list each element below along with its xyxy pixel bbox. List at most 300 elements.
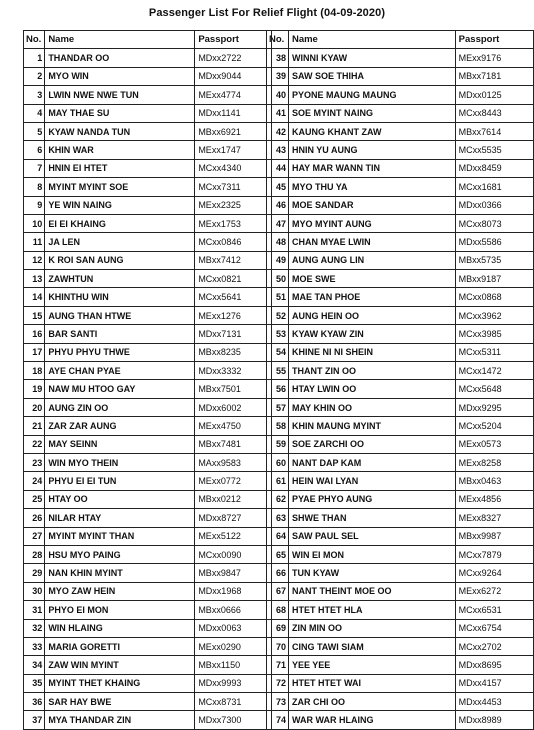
passenger-number: 20	[24, 398, 45, 416]
passenger-name: ZAWHTUN	[45, 270, 195, 288]
passport-number: MBxx7181	[455, 67, 533, 85]
table-row	[24, 325, 272, 343]
table-row	[24, 251, 272, 269]
passenger-number: 59	[267, 435, 289, 453]
passenger-number: 67	[267, 582, 289, 600]
passport-number: MDxx9295	[455, 398, 533, 416]
passenger-number: 71	[267, 656, 289, 674]
passenger-name: MYA THANDAR ZIN	[45, 711, 195, 729]
passport-number: MBxx5735	[455, 251, 533, 269]
table-row	[267, 159, 534, 177]
table-row	[24, 619, 272, 637]
table-row	[24, 398, 272, 416]
passenger-name: WINNI KYAW	[288, 49, 455, 67]
passport-number: MCxx5648	[455, 380, 533, 398]
passenger-name: KHINTHU WIN	[45, 288, 195, 306]
table-row	[24, 545, 272, 563]
passenger-name: HNIN YU AUNG	[288, 141, 455, 159]
passenger-name: PHYO EI MON	[45, 601, 195, 619]
table-row	[267, 417, 534, 435]
table-row	[267, 104, 534, 122]
passenger-number: 45	[267, 178, 289, 196]
passenger-name: ZAR ZAR AUNG	[45, 417, 195, 435]
passenger-number: 21	[24, 417, 45, 435]
passenger-number: 54	[267, 343, 289, 361]
passport-number: MBxx9187	[455, 270, 533, 288]
passenger-name: EI EI KHAING	[45, 214, 195, 232]
passport-number: MCxx4340	[195, 159, 272, 177]
passport-number: MBxx1150	[195, 656, 272, 674]
passenger-number: 24	[24, 472, 45, 490]
table-row	[24, 601, 272, 619]
table-row	[24, 214, 272, 232]
passenger-number: 66	[267, 564, 289, 582]
passenger-name: AYE CHAN PYAE	[45, 362, 195, 380]
passenger-number: 28	[24, 545, 45, 563]
passenger-name: PYAE PHYO AUNG	[288, 490, 455, 508]
passenger-name: BAR SANTI	[45, 325, 195, 343]
passenger-number: 23	[24, 453, 45, 471]
passenger-number: 13	[24, 270, 45, 288]
passenger-number: 56	[267, 380, 289, 398]
passenger-number: 30	[24, 582, 45, 600]
passenger-number: 22	[24, 435, 45, 453]
passport-number: MDxx7300	[195, 711, 272, 729]
table-row	[24, 490, 272, 508]
table-row	[24, 86, 272, 104]
passenger-name: WIN MYO THEIN	[45, 453, 195, 471]
passport-number: MExx6272	[455, 582, 533, 600]
passport-number: MCxx1681	[455, 178, 533, 196]
table-row	[267, 564, 534, 582]
passenger-number: 64	[267, 527, 289, 545]
passport-number: MDxx0063	[195, 619, 272, 637]
table-row	[267, 214, 534, 232]
table-row	[267, 674, 534, 692]
passenger-name: NANT THEINT MOE OO	[288, 582, 455, 600]
passenger-name: MYO WIN	[45, 67, 195, 85]
passenger-name: SOE MYINT NAING	[288, 104, 455, 122]
passenger-name: AUNG HEIN OO	[288, 306, 455, 324]
passenger-name: MYO MYINT AUNG	[288, 214, 455, 232]
table-row	[267, 122, 534, 140]
passenger-number: 1	[24, 49, 45, 67]
table-row	[24, 693, 272, 711]
passport-number: MBxx0666	[195, 601, 272, 619]
table-row	[24, 656, 272, 674]
passport-number: MDxx5586	[455, 233, 533, 251]
table-row	[24, 104, 272, 122]
passport-number: MExx0573	[455, 435, 533, 453]
table-row	[267, 619, 534, 637]
passenger-name: KHIN WAR	[45, 141, 195, 159]
table-row	[24, 674, 272, 692]
passenger-number: 44	[267, 159, 289, 177]
passenger-number: 9	[24, 196, 45, 214]
passenger-name: NILAR HTAY	[45, 509, 195, 527]
passport-number: MCxx0090	[195, 545, 272, 563]
passenger-number: 18	[24, 362, 45, 380]
passenger-name: AUNG ZIN OO	[45, 398, 195, 416]
table-row	[267, 472, 534, 490]
table-row	[24, 380, 272, 398]
table-row	[24, 288, 272, 306]
passport-number: MExx1276	[195, 306, 272, 324]
table-row	[267, 693, 534, 711]
table-row	[24, 270, 272, 288]
table-row	[24, 178, 272, 196]
passenger-number: 47	[267, 214, 289, 232]
table-row	[24, 122, 272, 140]
passenger-name: MAY KHIN OO	[288, 398, 455, 416]
passport-number: MExx4856	[455, 490, 533, 508]
passport-number: MDxx0366	[455, 196, 533, 214]
passport-number: MExx4774	[195, 86, 272, 104]
passport-number: MExx8258	[455, 453, 533, 471]
passport-number: MBxx7501	[195, 380, 272, 398]
passenger-number: 41	[267, 104, 289, 122]
passenger-name: SAW SOE THIHA	[288, 67, 455, 85]
passport-number: MBxx9847	[195, 564, 272, 582]
passenger-name: KHIN MAUNG MYINT	[288, 417, 455, 435]
table-row	[267, 196, 534, 214]
passenger-name: JA LEN	[45, 233, 195, 251]
passenger-name: HTET HTET WAI	[288, 674, 455, 692]
table-row	[24, 472, 272, 490]
passenger-number: 11	[24, 233, 45, 251]
passenger-name: ZAW WIN MYINT	[45, 656, 195, 674]
passenger-name: WIN HLAING	[45, 619, 195, 637]
passport-number: MDxx3332	[195, 362, 272, 380]
passenger-number: 42	[267, 122, 289, 140]
table-row	[267, 601, 534, 619]
passenger-name: PHYU EI EI TUN	[45, 472, 195, 490]
passenger-number: 6	[24, 141, 45, 159]
table-row	[267, 362, 534, 380]
header-passport: Passport	[455, 31, 533, 49]
table-row	[267, 233, 534, 251]
passenger-number: 12	[24, 251, 45, 269]
passport-number: MExx9176	[455, 49, 533, 67]
passenger-name: WIN EI MON	[288, 545, 455, 563]
passenger-name: WAR WAR HLAING	[288, 711, 455, 729]
table-row	[267, 527, 534, 545]
passenger-name: MYINT THET KHAING	[45, 674, 195, 692]
passenger-number: 2	[24, 67, 45, 85]
passenger-number: 39	[267, 67, 289, 85]
passport-number: MDxx7131	[195, 325, 272, 343]
table-row	[24, 306, 272, 324]
passenger-name: NAN KHIN MYINT	[45, 564, 195, 582]
table-row	[24, 711, 272, 729]
table-row	[267, 380, 534, 398]
passport-number: MCxx9264	[455, 564, 533, 582]
passenger-name: SAR HAY BWE	[45, 693, 195, 711]
passenger-number: 43	[267, 141, 289, 159]
table-row	[267, 270, 534, 288]
passport-number: MBxx0212	[195, 490, 272, 508]
passenger-name: MOE SANDAR	[288, 196, 455, 214]
passport-number: MCxx6754	[455, 619, 533, 637]
passenger-number: 48	[267, 233, 289, 251]
passenger-name: MYO THU YA	[288, 178, 455, 196]
table-row	[267, 325, 534, 343]
table-row	[267, 288, 534, 306]
table-row	[24, 637, 272, 655]
passenger-number: 37	[24, 711, 45, 729]
passport-number: MBxx8235	[195, 343, 272, 361]
passport-number: MDxx8459	[455, 159, 533, 177]
passenger-name: SOE ZARCHI OO	[288, 435, 455, 453]
passenger-name: MAY THAE SU	[45, 104, 195, 122]
passenger-name: MYINT MYINT SOE	[45, 178, 195, 196]
passport-number: MExx2325	[195, 196, 272, 214]
passenger-name: LWIN NWE NWE TUN	[45, 86, 195, 104]
table-header-row	[267, 31, 534, 49]
passenger-name: CING TAWI SIAM	[288, 637, 455, 655]
passenger-name: PHYU PHYU THWE	[45, 343, 195, 361]
passenger-number: 36	[24, 693, 45, 711]
passenger-name: MARIA GORETTI	[45, 637, 195, 655]
table-row	[267, 435, 534, 453]
passport-number: MDxx4157	[455, 674, 533, 692]
passport-number: MExx4750	[195, 417, 272, 435]
passenger-table-left	[23, 30, 272, 730]
passport-number: MDxx8695	[455, 656, 533, 674]
passport-number: MBxx7481	[195, 435, 272, 453]
passenger-number: 35	[24, 674, 45, 692]
passenger-number: 4	[24, 104, 45, 122]
passport-number: MBxx6921	[195, 122, 272, 140]
passport-number: MCxx0821	[195, 270, 272, 288]
passenger-number: 27	[24, 527, 45, 545]
table-row	[24, 49, 272, 67]
passenger-number: 17	[24, 343, 45, 361]
table-row	[267, 49, 534, 67]
passenger-number: 46	[267, 196, 289, 214]
table-row	[267, 306, 534, 324]
passport-number: MCxx8073	[455, 214, 533, 232]
passenger-number: 7	[24, 159, 45, 177]
passenger-number: 74	[267, 711, 289, 729]
passenger-number: 16	[24, 325, 45, 343]
passenger-number: 51	[267, 288, 289, 306]
passenger-number: 53	[267, 325, 289, 343]
passenger-name: KYAW KYAW ZIN	[288, 325, 455, 343]
passenger-number: 61	[267, 472, 289, 490]
table-row	[24, 233, 272, 251]
passenger-name: KAUNG KHANT ZAW	[288, 122, 455, 140]
passport-number: MExx0290	[195, 637, 272, 655]
header-passport: Passport	[195, 31, 272, 49]
passenger-number: 69	[267, 619, 289, 637]
table-row	[267, 86, 534, 104]
passenger-name: NAW MU HTOO GAY	[45, 380, 195, 398]
header-no: No.	[267, 31, 289, 49]
passenger-name: HTAY OO	[45, 490, 195, 508]
passenger-number: 19	[24, 380, 45, 398]
table-row	[24, 362, 272, 380]
passenger-name: HNIN EI HTET	[45, 159, 195, 177]
header-name: Name	[45, 31, 195, 49]
table-row	[24, 582, 272, 600]
passenger-number: 68	[267, 601, 289, 619]
table-row	[24, 196, 272, 214]
passport-number: MDxx1968	[195, 582, 272, 600]
passenger-name: ZIN MIN OO	[288, 619, 455, 637]
table-row	[267, 398, 534, 416]
table-row	[24, 564, 272, 582]
passenger-name: THANT ZIN OO	[288, 362, 455, 380]
table-row	[24, 435, 272, 453]
table-row	[24, 527, 272, 545]
table-row	[24, 417, 272, 435]
table-row	[267, 711, 534, 729]
table-row	[267, 545, 534, 563]
passenger-name: AUNG THAN HTWE	[45, 306, 195, 324]
passenger-number: 52	[267, 306, 289, 324]
passport-number: MCxx5535	[455, 141, 533, 159]
table-row	[24, 343, 272, 361]
passenger-number: 70	[267, 637, 289, 655]
passenger-number: 34	[24, 656, 45, 674]
passenger-number: 33	[24, 637, 45, 655]
passenger-number: 10	[24, 214, 45, 232]
passenger-name: KYAW NANDA TUN	[45, 122, 195, 140]
passenger-number: 55	[267, 362, 289, 380]
passenger-name: THANDAR OO	[45, 49, 195, 67]
passenger-number: 3	[24, 86, 45, 104]
passenger-number: 25	[24, 490, 45, 508]
passport-number: MBxx9987	[455, 527, 533, 545]
passenger-number: 65	[267, 545, 289, 563]
passenger-number: 72	[267, 674, 289, 692]
passenger-name: YEE YEE	[288, 656, 455, 674]
passenger-name: YE WIN NAING	[45, 196, 195, 214]
table-row	[24, 67, 272, 85]
passenger-name: NANT DAP KAM	[288, 453, 455, 471]
passenger-number: 26	[24, 509, 45, 527]
passenger-number: 60	[267, 453, 289, 471]
passenger-number: 32	[24, 619, 45, 637]
passport-number: MExx0772	[195, 472, 272, 490]
passport-number: MCxx3962	[455, 306, 533, 324]
passport-number: MAxx9583	[195, 453, 272, 471]
passenger-name: MAY SEINN	[45, 435, 195, 453]
passport-number: MCxx5311	[455, 343, 533, 361]
table-row	[267, 509, 534, 527]
passenger-name: HTET HTET HLA	[288, 601, 455, 619]
passenger-name: HTAY LWIN OO	[288, 380, 455, 398]
passport-number: MCxx1472	[455, 362, 533, 380]
passport-number: MCxx7879	[455, 545, 533, 563]
passenger-name: HSU MYO PAING	[45, 545, 195, 563]
passport-number: MDxx4453	[455, 693, 533, 711]
table-row	[267, 67, 534, 85]
table-row	[24, 159, 272, 177]
passenger-number: 57	[267, 398, 289, 416]
passenger-name: HAY MAR WANN TIN	[288, 159, 455, 177]
passenger-number: 49	[267, 251, 289, 269]
table-row	[24, 509, 272, 527]
passport-number: MCxx0846	[195, 233, 272, 251]
passport-number: MCxx6531	[455, 601, 533, 619]
passport-number: MExx1753	[195, 214, 272, 232]
passenger-name: CHAN MYAE LWIN	[288, 233, 455, 251]
table-row	[267, 582, 534, 600]
passenger-number: 63	[267, 509, 289, 527]
passenger-number: 29	[24, 564, 45, 582]
table-row	[267, 251, 534, 269]
passport-number: MCxx8443	[455, 104, 533, 122]
passport-number: MDxx0125	[455, 86, 533, 104]
passenger-name: ZAR CHI OO	[288, 693, 455, 711]
header-name: Name	[288, 31, 455, 49]
passport-number: MDxx1141	[195, 104, 272, 122]
passport-number: MDxx9044	[195, 67, 272, 85]
passenger-name: SAW PAUL SEL	[288, 527, 455, 545]
passenger-name: MYINT MYINT THAN	[45, 527, 195, 545]
passport-number: MCxx8731	[195, 693, 272, 711]
passport-number: MDxx8727	[195, 509, 272, 527]
passport-number: MCxx7311	[195, 178, 272, 196]
passenger-number: 15	[24, 306, 45, 324]
passenger-number: 50	[267, 270, 289, 288]
passenger-name: MYO ZAW HEIN	[45, 582, 195, 600]
passenger-number: 31	[24, 601, 45, 619]
passenger-name: MAE TAN PHOE	[288, 288, 455, 306]
passenger-number: 14	[24, 288, 45, 306]
passport-number: MDxx2722	[195, 49, 272, 67]
passenger-name: MOE SWE	[288, 270, 455, 288]
passenger-table-right	[266, 30, 534, 730]
table-row	[24, 453, 272, 471]
passport-number: MCxx0868	[455, 288, 533, 306]
passenger-name: SHWE THAN	[288, 509, 455, 527]
passenger-number: 5	[24, 122, 45, 140]
passport-number: MCxx5641	[195, 288, 272, 306]
table-row	[267, 141, 534, 159]
passenger-name: K ROI SAN AUNG	[45, 251, 195, 269]
passport-number: MBxx0463	[455, 472, 533, 490]
passenger-number: 58	[267, 417, 289, 435]
passport-number: MCxx5204	[455, 417, 533, 435]
passport-number: MExx8327	[455, 509, 533, 527]
table-row	[267, 178, 534, 196]
passenger-name: TUN KYAW	[288, 564, 455, 582]
passenger-name: AUNG AUNG LIN	[288, 251, 455, 269]
passenger-number: 73	[267, 693, 289, 711]
table-row	[267, 637, 534, 655]
table-row	[267, 656, 534, 674]
table-row	[267, 343, 534, 361]
passport-number: MCxx3985	[455, 325, 533, 343]
passenger-name: HEIN WAI LYAN	[288, 472, 455, 490]
passenger-name: PYONE MAUNG MAUNG	[288, 86, 455, 104]
passenger-name: KHINE NI NI SHEIN	[288, 343, 455, 361]
passenger-number: 8	[24, 178, 45, 196]
passport-number: MDxx9993	[195, 674, 272, 692]
passport-number: MBxx7412	[195, 251, 272, 269]
passport-number: MCxx2702	[455, 637, 533, 655]
passport-number: MDxx8989	[455, 711, 533, 729]
table-row	[267, 453, 534, 471]
passport-number: MBxx7614	[455, 122, 533, 140]
header-no: No.	[24, 31, 45, 49]
passport-number: MExx1747	[195, 141, 272, 159]
passenger-number: 40	[267, 86, 289, 104]
passenger-number: 38	[267, 49, 289, 67]
